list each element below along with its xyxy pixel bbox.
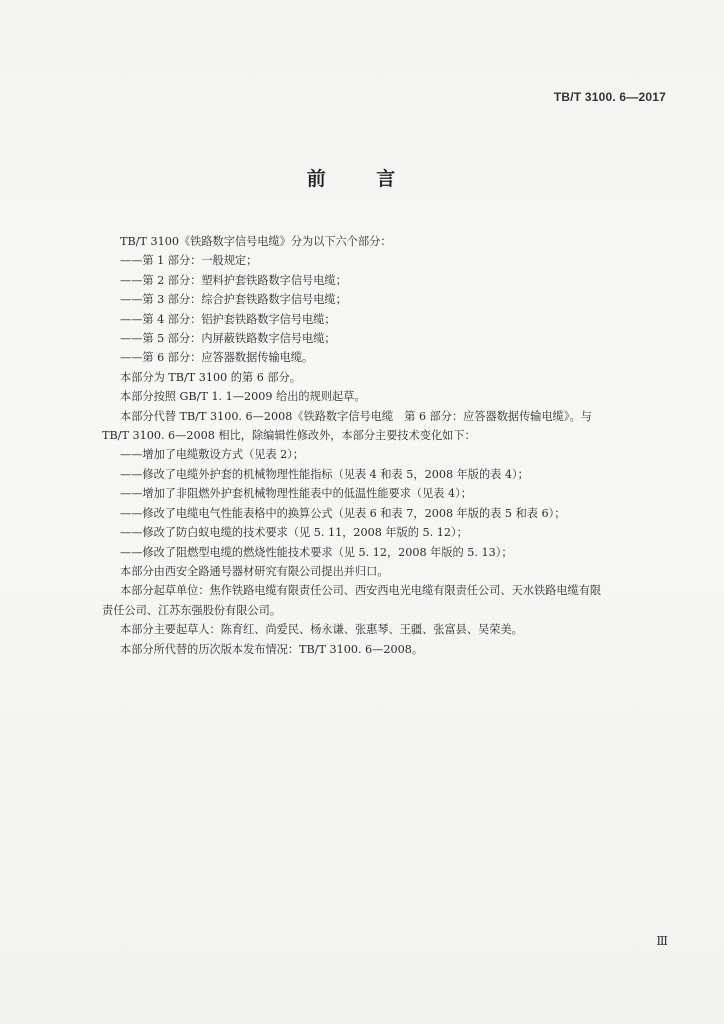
change-item-5: ——修改了防白蚁电缆的技术要求（见 5. 11，2008 年版的 5. 12）； — [120, 526, 468, 540]
foreword-body — [102, 232, 667, 659]
change-item-6: ——修改了阻燃型电缆的燃烧性能技术要求（见 5. 12，2008 年版的 5. 13）； — [120, 545, 513, 559]
paragraph-proposer: 本部分由西安全路通号器材研究有限公司提出并归口。 — [120, 564, 389, 578]
paragraph-history: 本部分所代替的历次版本发布情况：TB/T 3100. 6—2008。 — [120, 642, 424, 656]
change-item-4: ——修改了电缆电气性能表格中的换算公式（见表 6 和表 7，2008 年版的表 5 和表 6）； — [120, 506, 566, 520]
change-item-1: ——增加了电缆敷设方式（见表 2）； — [120, 448, 305, 462]
change-item-3: ——增加了非阻燃外护套机械物理性能表中的低温性能要求（见表 4）； — [120, 487, 472, 501]
change-item-2: ——修改了电缆外护套的机械物理性能指标（见表 4 和表 5，2008 年版的表 4）； — [120, 467, 529, 481]
paragraph-drafting-units: 本部分起草单位：焦作铁路电缆有限责任公司、西安西电光电缆有限责任公司、天水铁路电缆有限 — [120, 584, 602, 598]
list-item-part-3: ——第 3 部分：综合护套铁路数字信号电缆； — [120, 293, 347, 307]
list-item-part-2: ——第 2 部分：塑料护套铁路数字信号电缆； — [120, 273, 347, 287]
page-title: 前 言 — [306, 168, 418, 190]
list-item-part-1: ——第 1 部分：一般规定； — [120, 254, 258, 268]
list-item-part-4: ——第 4 部分：铝护套铁路数字信号电缆； — [120, 312, 336, 326]
paragraph-replaces: 本部分代替 TB/T 3100. 6—2008《铁路数字信号电缆 第 6 部分：应答器数据传输电缆》。与 — [120, 409, 592, 423]
list-item-part-5: ——第 5 部分：内屏蔽铁路数字信号电缆； — [120, 332, 336, 346]
page-number: Ⅲ — [656, 934, 668, 948]
paragraph-intro: TB/T 3100《铁路数字信号电缆》分为以下六个部分： — [120, 235, 392, 248]
paragraph-drafters: 本部分主要起草人：陈育红、尚爱民、杨永谦、张惠琴、王疆、张富县、吴荣美。 — [120, 623, 523, 637]
paragraph-part-number: 本部分为 TB/T 3100 的第 6 部分。 — [120, 370, 301, 384]
standard-code: TB/T 3100. 6—2017 — [553, 90, 666, 104]
paragraph-replaces-continued: TB/T 3100. 6—2008 相比，除编辑性修改外，本部分主要技术变化如下： — [102, 429, 476, 443]
list-item-part-6: ——第 6 部分：应答器数据传输电缆。 — [120, 351, 314, 365]
paragraph-drafting-rules: 本部分按照 GB/T 1. 1—2009 给出的规则起草。 — [120, 390, 366, 404]
paragraph-drafting-units-continued: 责任公司、江苏东强股份有限公司。 — [102, 603, 282, 617]
